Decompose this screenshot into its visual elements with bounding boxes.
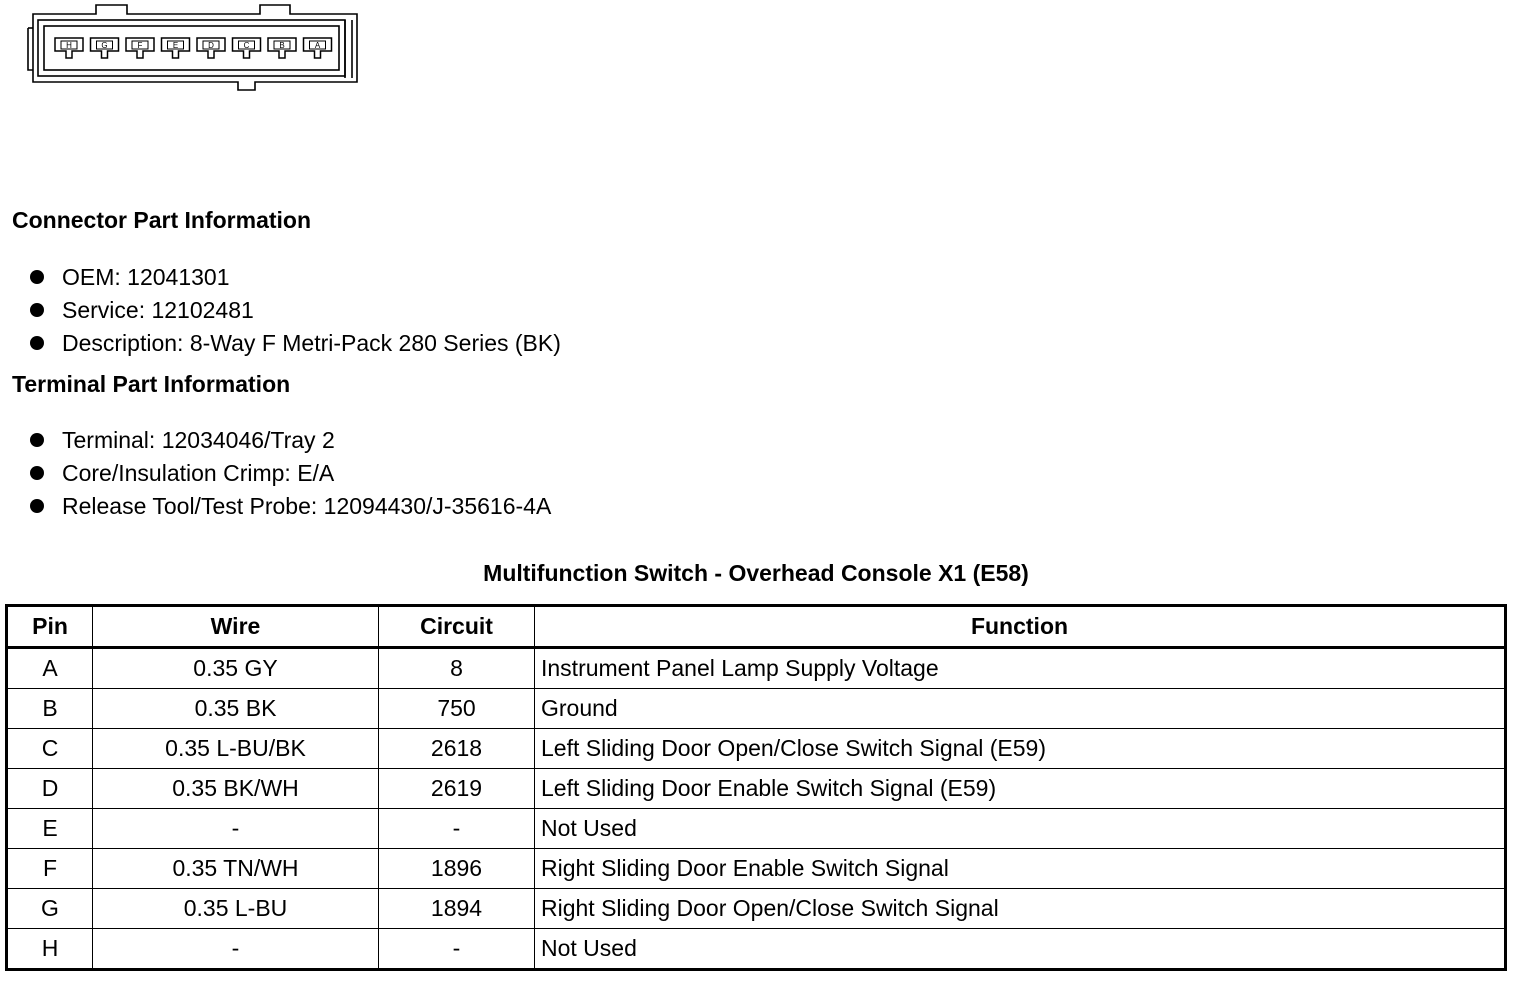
release-tool-info: Release Tool/Test Probe: 12094430/J-35616-4A: [62, 493, 552, 519]
cell-circuit: 1896: [379, 849, 535, 889]
column-header-function: Function: [535, 606, 1506, 648]
cell-wire: 0.35 L-BU: [93, 889, 379, 929]
cavity-label: G: [101, 41, 108, 50]
cavity-label: A: [314, 41, 321, 50]
cell-function: Left Sliding Door Enable Switch Signal (E59): [535, 769, 1506, 809]
connector-cavity-d: [197, 38, 225, 58]
cell-pin: G: [7, 889, 93, 929]
cell-function: Right Sliding Door Open/Close Switch Signal: [535, 889, 1506, 929]
cell-circuit: -: [379, 929, 535, 970]
cell-wire: 0.35 BK/WH: [93, 769, 379, 809]
bullet-icon: [30, 499, 44, 513]
cavity-label: F: [137, 41, 143, 50]
terminal-part-number: Terminal: 12034046/Tray 2: [62, 427, 335, 453]
cell-wire: 0.35 L-BU/BK: [93, 729, 379, 769]
cavity-label: D: [208, 41, 214, 50]
cell-function: Instrument Panel Lamp Supply Voltage: [535, 648, 1506, 689]
connector-part-info-heading: Connector Part Information: [12, 207, 312, 233]
cell-wire: 0.35 BK: [93, 689, 379, 729]
list-item: [28, 491, 551, 524]
list-item: [28, 458, 551, 491]
cell-pin: D: [7, 769, 93, 809]
oem-part-number: OEM: 12041301: [62, 264, 230, 290]
connector-cavity-c: [233, 38, 261, 58]
table-row: [7, 849, 1506, 889]
cell-function: Left Sliding Door Open/Close Switch Signal (E59): [535, 729, 1506, 769]
cell-circuit: 8: [379, 648, 535, 689]
table-row: [7, 729, 1506, 769]
column-header-circuit: Circuit: [379, 606, 535, 648]
terminal-part-info-list: [28, 425, 551, 524]
connector-cavity-b: [268, 38, 296, 58]
table-row: [7, 889, 1506, 929]
cell-circuit: 750: [379, 689, 535, 729]
cell-wire: -: [93, 929, 379, 970]
list-item: [28, 328, 561, 361]
cell-circuit: 2618: [379, 729, 535, 769]
cell-wire: -: [93, 809, 379, 849]
cell-pin: F: [7, 849, 93, 889]
cell-pin: A: [7, 648, 93, 689]
cavity-label: E: [172, 41, 179, 50]
column-header-wire: Wire: [93, 606, 379, 648]
cell-pin: H: [7, 929, 93, 970]
list-item: [28, 295, 561, 328]
cavity-label: H: [66, 41, 72, 50]
connector-face-diagram: [0, 0, 380, 100]
connector-cavity-f: [126, 38, 154, 58]
connector-cavity-h: [55, 38, 83, 58]
bullet-icon: [30, 336, 44, 350]
pinout-table-title: Multifunction Switch - Overhead Console X1 (E58): [483, 560, 1029, 586]
cell-circuit: 1894: [379, 889, 535, 929]
table-row: [7, 769, 1506, 809]
connector-description: Description: 8-Way F Metri-Pack 280 Series (BK): [62, 330, 561, 356]
table-row: [7, 689, 1506, 729]
bullet-icon: [30, 303, 44, 317]
cell-function: Not Used: [535, 929, 1506, 970]
bullet-icon: [30, 270, 44, 284]
crimp-info: Core/Insulation Crimp: E/A: [62, 460, 335, 486]
service-part-number: Service: 12102481: [62, 297, 254, 323]
cell-function: Not Used: [535, 809, 1506, 849]
table-row: [7, 929, 1506, 970]
cavity-label: C: [243, 41, 250, 50]
pinout-table: [5, 604, 1507, 971]
connector-cavities: [55, 38, 332, 58]
table-header-row: [7, 606, 1506, 648]
column-header-pin: Pin: [7, 606, 93, 648]
cell-circuit: -: [379, 809, 535, 849]
connector-cavity-g: [91, 38, 119, 58]
table-row: [7, 809, 1506, 849]
cell-function: Ground: [535, 689, 1506, 729]
list-item: [28, 262, 561, 295]
cell-wire: 0.35 TN/WH: [93, 849, 379, 889]
cell-function: Right Sliding Door Enable Switch Signal: [535, 849, 1506, 889]
list-item: [28, 425, 551, 458]
cell-wire: 0.35 GY: [93, 648, 379, 689]
connector-cavity-e: [162, 38, 190, 58]
bullet-icon: [30, 433, 44, 447]
terminal-part-info-heading: Terminal Part Information: [12, 371, 291, 397]
connector-part-info-list: [28, 262, 561, 361]
cell-pin: E: [7, 809, 93, 849]
table-row: [7, 648, 1506, 689]
cell-pin: C: [7, 729, 93, 769]
cell-circuit: 2619: [379, 769, 535, 809]
cavity-label: B: [279, 41, 285, 50]
bullet-icon: [30, 466, 44, 480]
connector-cavity-a: [304, 38, 332, 58]
cell-pin: B: [7, 689, 93, 729]
